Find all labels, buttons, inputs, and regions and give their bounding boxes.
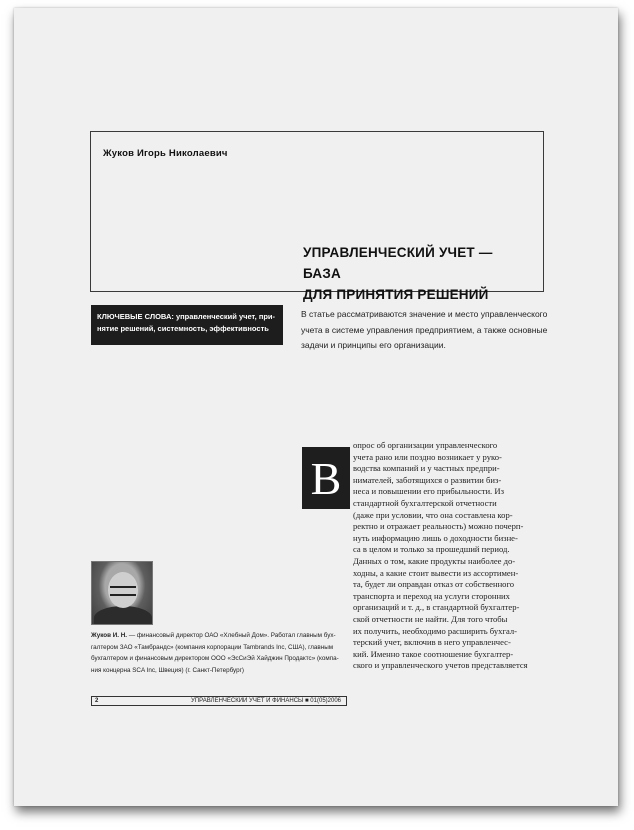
abstract-line: задачи и принципы его организации.: [301, 340, 446, 350]
body-line: ректно и отражает реальность) можно почерп-: [353, 521, 524, 532]
title-box: [90, 131, 544, 302]
author-name: Жуков Игорь Николаевич: [103, 148, 228, 159]
author-photo: [91, 561, 153, 625]
body-line: опрос об организации управленческого: [353, 440, 498, 450]
bio-line: галтером ЗАО «Тамбрандс» (компания корпорации Tambrands Inc, США), главным: [91, 643, 334, 651]
page-number: 2: [95, 698, 99, 704]
article-title-line-2: ДЛЯ ПРИНЯТИЯ РЕШЕНИЙ: [303, 287, 489, 302]
body-line: транспорта и переход на услуги сторонних: [353, 590, 510, 601]
abstract-line: В статье рассматриваются значение и место управленческого: [301, 309, 548, 319]
bio-name: Жуков И. Н.: [91, 632, 128, 639]
body-line: Данных о том, какие продукты наиболее до-: [353, 555, 516, 566]
body-line: кий. Именно такое соотношение бухгалтер-: [353, 648, 514, 659]
bio-text: — финансовый директор ОАО «Хлебный Дом». Работал главным бух-: [128, 632, 336, 639]
body-line: неса и повышении его прибыльности. Из: [353, 486, 504, 497]
body-text: [353, 440, 545, 672]
keywords-line-2: нятие решений, системность, эффективность: [97, 324, 269, 333]
body-line: са в целом и только за прошедший период.: [353, 544, 510, 555]
article-title-line-1: УПРАВЛЕНЧЕСКИЙ УЧЕТ — БАЗА: [303, 245, 493, 281]
body-line: ского и управленческого учетов представляется: [353, 660, 528, 671]
body-line: (даже при условии, что она составлена кор-: [353, 509, 513, 520]
abstract-line: учета в системе управления предприятием, а также основные: [301, 324, 548, 335]
bio-line: ния концерна SCA Inc, Швеция) (г. Санкт-Петербург): [91, 666, 245, 674]
bio-line-1: [91, 630, 347, 642]
body-line: стандартной бухгалтерской отчетности: [353, 497, 497, 508]
body-line: водства компаний и у частных предпри-: [353, 463, 500, 474]
body-line: та, будет ли оправдан отказ от собственного: [353, 579, 515, 590]
body-line: их получить, необходимо расширить бухгал-: [353, 625, 517, 636]
body-line: ской отчетности не найти. Для того чтобы: [353, 613, 508, 624]
journal-issue: УПРАВЛЕНЧЕСКИЙ УЧЕТ И ФИНАНСЫ ■ 01(05)2006: [190, 698, 341, 704]
body-line: нуть информацию лишь о доходности бизне-: [353, 532, 518, 543]
body-line: учета рано или поздно возникает у руко-: [353, 451, 502, 462]
keywords-box: [91, 305, 283, 345]
author-bio: [91, 630, 347, 676]
drop-cap: В: [302, 447, 350, 509]
keywords-line-1: КЛЮЧЕВЫЕ СЛОВА: управленческий учет, при-: [97, 312, 276, 321]
body-line: ходны, а какие стоит вывести из ассортимен-: [353, 567, 519, 578]
abstract: [301, 307, 549, 354]
body-line: организаций и т. д., в стандартной бухгалтер-: [353, 602, 520, 613]
page-footer: [91, 696, 347, 706]
document-page: [14, 8, 618, 806]
bio-line: бухгалтером и финансовым директором ООО «ЭсСиЭй Хайджин Продактс» (компа-: [91, 655, 339, 662]
body-line: нимателей, заботящихся о развитии биз-: [353, 474, 502, 485]
body-line: терский учет, включив в него управленчес-: [353, 637, 511, 648]
article-title: [303, 242, 533, 305]
